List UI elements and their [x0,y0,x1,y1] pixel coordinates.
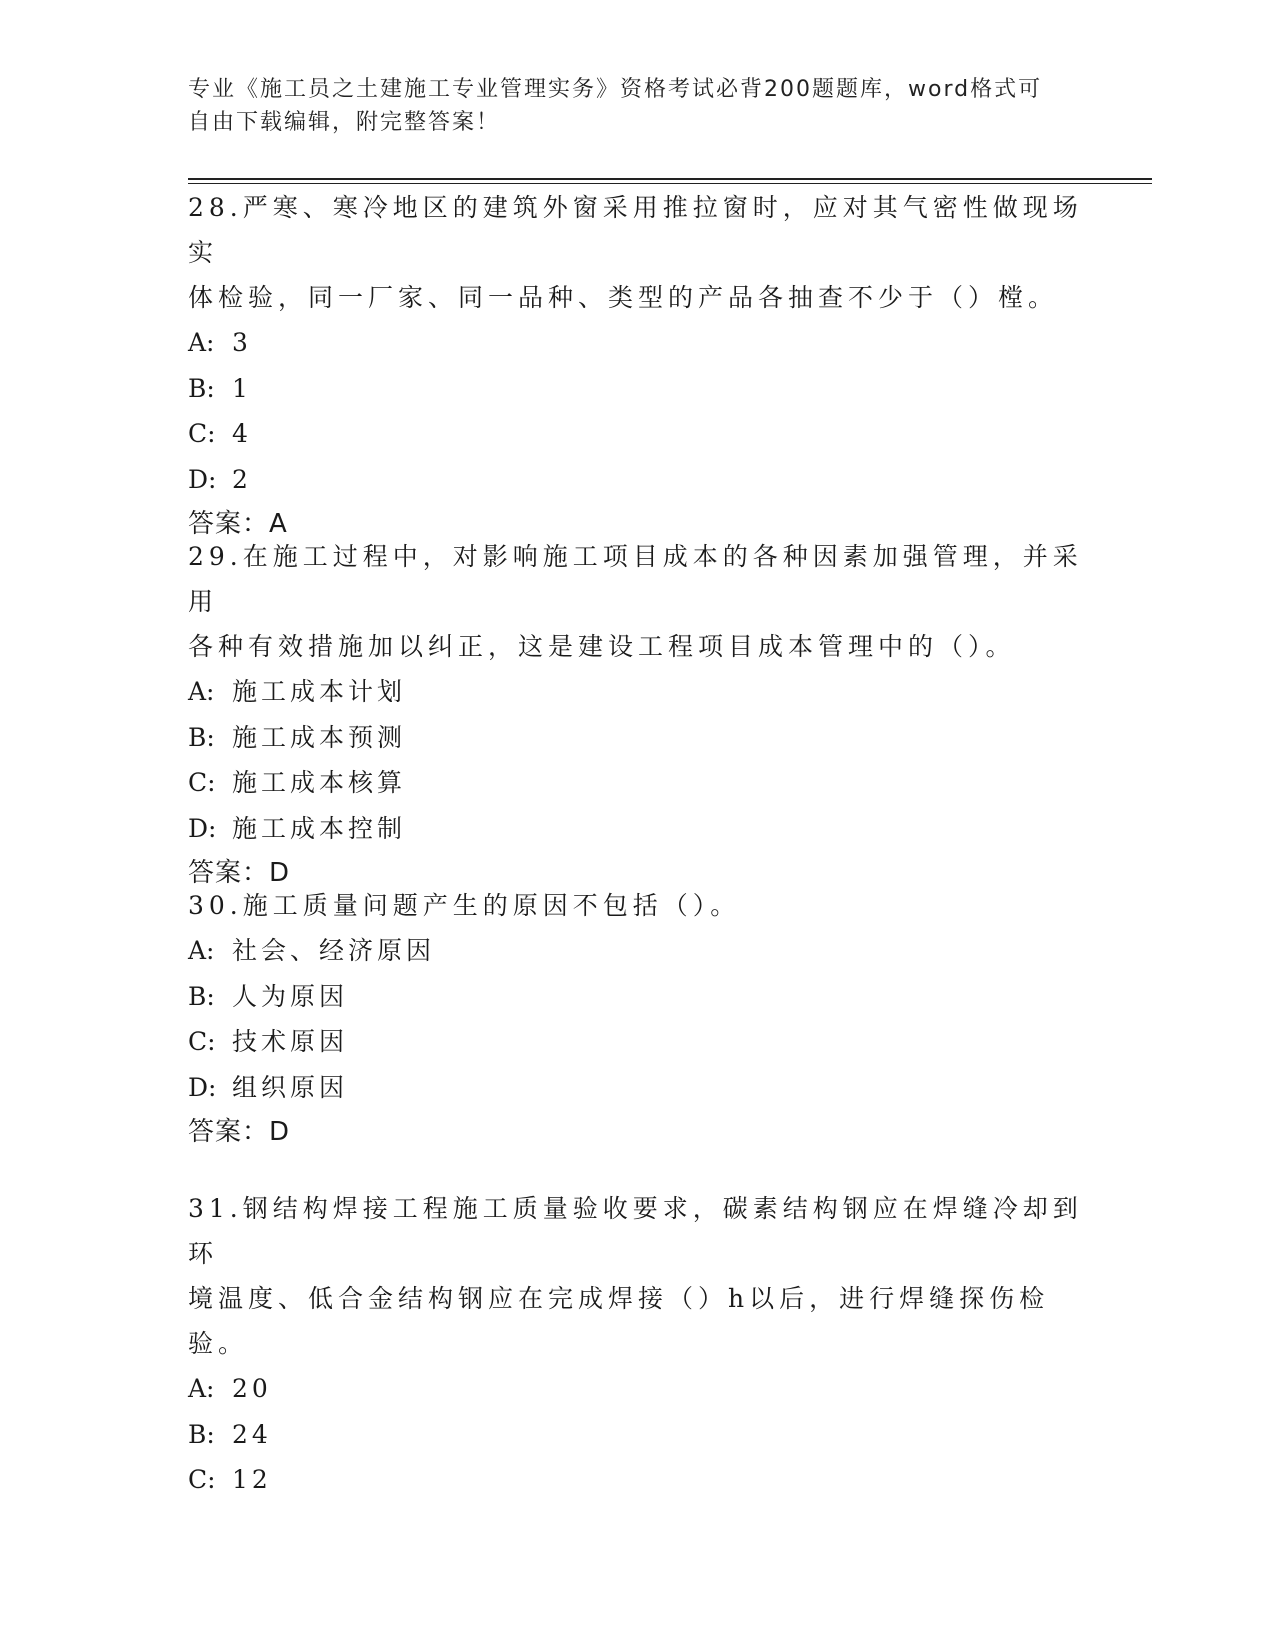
option-text: 施工成本控制 [232,813,407,843]
option-letter: D: [188,813,217,843]
answer-line: 答案：A [188,509,288,539]
option-text: 人为原因 [232,981,349,1011]
question-stem-line: 29.在施工过程中，对影响施工项目成本的各种因素加强管理，并采用 [188,542,1083,616]
option-a [188,928,1088,974]
option-letter: A: [188,1374,215,1403]
question-stem-line: 28.严寒、寒冷地区的建筑外窗采用推拉窗时，应对其气密性做现场实 [188,193,1083,267]
option-letter: C: [188,1027,216,1056]
option-letter: B: [188,722,215,752]
question-stem-line: 31.钢结构焊接工程施工质量验收要求，碳素结构钢应在焊缝冷却到环 [188,1194,1083,1268]
answer-line: 答案：D [188,858,291,888]
question-stem-line: 各种有效措施加以纠正，这是建设工程项目成本管理中的（）。 [188,632,1016,661]
option-letter: A: [188,936,215,965]
option-c [188,760,1088,806]
option-letter: D: [188,464,217,494]
question-stem-line: 体检验，同一厂家、同一品种、类型的产品各抽查不少于（）樘。 [188,283,1059,312]
option-letter: C: [188,1465,216,1494]
option-text: 12 [232,1465,272,1494]
option-text: 施工成本预测 [232,722,407,752]
option-text: 施工成本核算 [232,768,407,797]
option-c [188,1457,1088,1503]
option-a [188,1366,1088,1412]
option-letter: B: [188,981,215,1011]
option-text: 4 [232,419,252,448]
option-text: 24 [232,1419,272,1449]
question-stem-line: 境温度、低合金结构钢应在完成焊接（）h以后，进行焊缝探伤检验。 [188,1284,1050,1358]
option-text: 1 [232,373,252,403]
option-letter: A: [188,677,215,706]
option-b [188,974,1088,1020]
question-stem-line: 30.施工质量问题产生的原因不包括（）。 [188,891,741,920]
option-letter: B: [188,373,215,403]
question-29 [188,534,1088,896]
option-a [188,320,1088,366]
option-b [188,715,1088,761]
option-d [188,1065,1088,1111]
option-text: 20 [232,1374,272,1403]
option-letter: B: [188,1419,215,1449]
option-text: 施工成本计划 [232,677,407,706]
option-letter: C: [188,768,216,797]
option-d [188,806,1088,852]
question-30 [188,883,1088,1155]
option-c [188,411,1088,457]
option-a [188,669,1088,715]
header-line-1: 专业《施工员之土建施工专业管理实务》资格考试必背200题题库，word格式可 [188,77,1043,102]
option-letter: C: [188,419,216,448]
header-divider-thin [188,183,1152,184]
question-28 [188,185,1088,547]
header-divider-thick [188,178,1152,180]
option-letter: A: [188,328,215,357]
option-text: 社会、经济原因 [232,936,436,965]
header-line-2: 自由下载编辑，附完整答案！ [188,110,501,135]
option-b [188,1412,1088,1458]
document-header [188,73,1068,139]
option-c [188,1019,1088,1065]
answer-line: 答案：D [188,1117,291,1147]
option-text: 技术原因 [232,1027,349,1056]
option-letter: D: [188,1072,217,1102]
question-31 [188,1186,1088,1503]
option-text: 组织原因 [232,1072,349,1102]
option-b [188,366,1088,412]
option-text: 3 [232,328,252,357]
option-text: 2 [232,464,252,494]
option-d [188,457,1088,503]
